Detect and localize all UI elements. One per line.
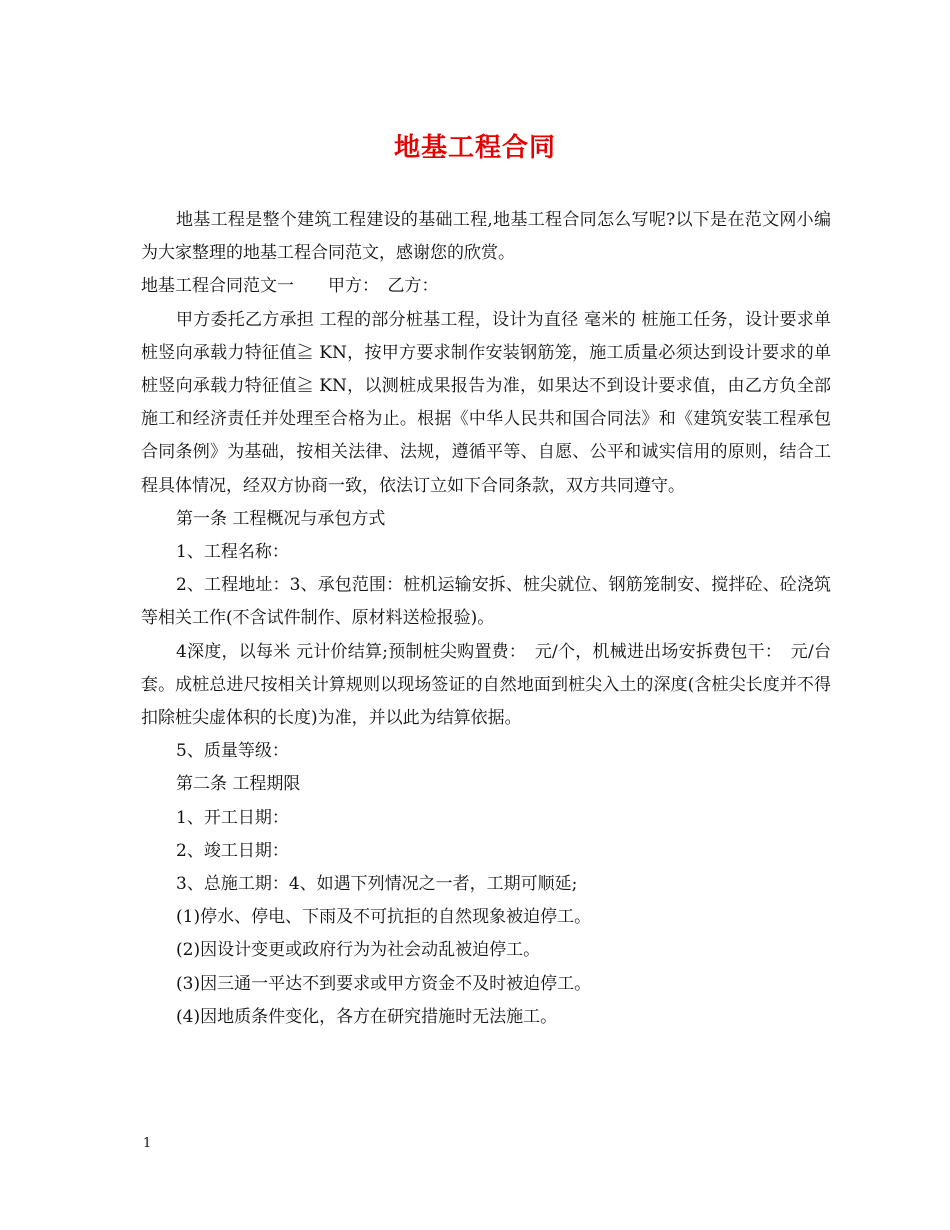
completion-date-line: 2、竣工日期： <box>176 840 289 861</box>
start-date-line: 1、开工日期： <box>176 807 289 828</box>
pricing-paragraph: 4深度，以每米 元计价结算;预制桩尖购置费： 元/个，机械进出场安拆费包干： 元/台套。成桩总进尺按相关计算规则以现场签证的自然地面到桩尖入土的深度(含桩尖长度并不得扣除桩尖虚体积的长度)为准，并以此为结算依据。 <box>141 641 831 729</box>
article-2-heading: 第二条 工程期限 <box>176 774 301 795</box>
delay-condition-1: (1)停水、停电、下雨及不可抗拒的自然现象被迫停工。 <box>176 907 592 928</box>
quality-grade-line: 5、质量等级： <box>176 741 289 762</box>
contract-parties-line: 地基工程合同范文一 甲方： 乙方： <box>141 276 439 297</box>
page-number: 1 <box>143 1136 152 1151</box>
total-duration-line: 3、总施工期：4、如遇下列情况之一者，工期可顺延; <box>176 874 578 895</box>
delay-condition-4: (4)因地质条件变化，各方在研究措施时无法施工。 <box>176 1006 558 1027</box>
document-body <box>141 204 831 1034</box>
article-1-heading: 第一条 工程概况与承包方式 <box>176 508 386 529</box>
intro-paragraph: 地基工程是整个建筑工程建设的基础工程,地基工程合同怎么写呢?以下是在范文网小编为大家整理的地基工程合同范文，感谢您的欣赏。 <box>141 210 831 264</box>
contract-preamble-paragraph: 甲方委托乙方承担 工程的部分桩基工程，设计为直径 毫米的 桩施工任务，设计要求单桩竖向承载力特征值≧ KN，按甲方要求制作安装钢筋笼，施工质量必须达到设计要求的单桩竖向承载力特征值≧ KN，以测桩成果报告为准，如果达不到设计要求值，由乙方负全部施工和经济责任并处理至合格为止。根据《中华人民共和国合同法》和《建筑安装工程承包合同条例》为基础，按相关法律、法规，遵循平等、自愿、公平和诚实信用的原则，结合工程具体情况，经双方协商一致，依法订立如下合同条款，双方共同遵守。 <box>141 309 831 496</box>
document-title: 地基工程合同 <box>393 133 556 163</box>
project-name-line: 1、工程名称： <box>176 542 289 563</box>
delay-condition-3: (3)因三通一平达不到要求或甲方资金不及时被迫停工。 <box>176 973 592 994</box>
delay-condition-2: (2)因设计变更或政府行为为社会动乱被迫停工。 <box>176 940 541 961</box>
project-address-scope-paragraph: 2、工程地址：3、承包范围：桩机运输安拆、桩尖就位、钢筋笼制安、搅拌砼、砼浇筑等相关工作(不含试件制作、原材料送检报验)。 <box>141 575 831 629</box>
